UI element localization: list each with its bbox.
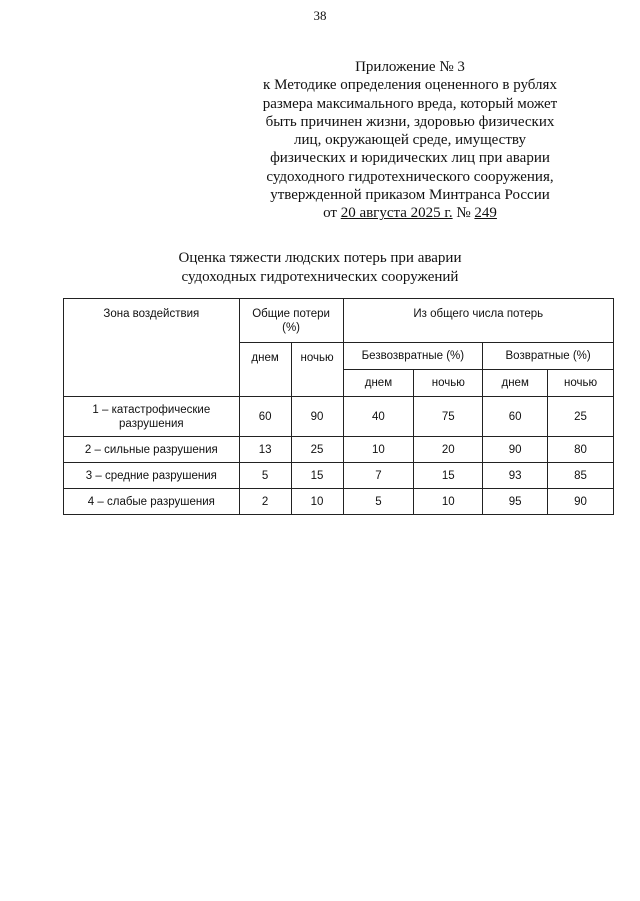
irr-night-cell: 75 [414, 397, 483, 437]
table-row [64, 397, 614, 437]
irr-night-cell: 20 [414, 437, 483, 463]
table-row [64, 489, 614, 515]
total-day-cell: 60 [239, 397, 291, 437]
appendix-line: размера максимального вреда, который может [262, 95, 558, 112]
total-day-cell: 2 [239, 489, 291, 515]
order-number: 249 [474, 205, 497, 222]
appendix-header [240, 58, 580, 223]
irr-day-cell: 5 [343, 489, 414, 515]
order-date: 20 августа 2025 г. [340, 205, 453, 222]
zone-cell: 4 – слабые разрушения [64, 489, 240, 515]
date-prefix: от [323, 205, 337, 222]
appendix-line: к Методике определения оцененного в рублях [263, 77, 557, 94]
header-total-losses: Общие потери (%) [239, 299, 343, 343]
header-irr-night: ночью [414, 370, 483, 397]
rev-night-cell: 80 [548, 437, 614, 463]
page-number: 38 [313, 8, 327, 23]
losses-table [63, 298, 614, 515]
irr-night-cell: 15 [414, 463, 483, 489]
order-date-line [240, 204, 580, 222]
table-row [64, 463, 614, 489]
irr-day-cell: 7 [343, 463, 414, 489]
header-of-total: Из общего числа потерь [343, 299, 614, 343]
header-total-day: днем [239, 343, 291, 397]
irr-day-cell: 10 [343, 437, 414, 463]
rev-day-cell: 90 [483, 437, 548, 463]
header-irr-day: днем [343, 370, 414, 397]
appendix-line: судоходного гидротехнического сооружения, [266, 168, 554, 185]
zone-cell: 1 – катастрофические разрушения [64, 397, 240, 437]
appendix-title: Приложение № 3 [355, 59, 465, 75]
rev-night-cell: 85 [548, 463, 614, 489]
rev-day-cell: 95 [483, 489, 548, 515]
appendix-line: утвержденной приказом Минтранса России [270, 187, 550, 204]
total-night-cell: 25 [291, 437, 343, 463]
rev-day-cell: 93 [483, 463, 548, 489]
total-day-cell: 13 [239, 437, 291, 463]
total-day-cell: 5 [239, 463, 291, 489]
table-title-line: Оценка тяжести людских потерь при аварии [178, 250, 462, 266]
header-reversible: Возвратные (%) [483, 343, 614, 370]
rev-day-cell: 60 [483, 397, 548, 437]
rev-night-cell: 90 [548, 489, 614, 515]
number-sign: № [456, 205, 471, 222]
table-title [0, 249, 640, 287]
zone-cell: 3 – средние разрушения [64, 463, 240, 489]
irr-day-cell: 40 [343, 397, 414, 437]
header-irreversible: Безвозвратные (%) [343, 343, 483, 370]
table-row [64, 437, 614, 463]
irr-night-cell: 10 [414, 489, 483, 515]
appendix-line: физических и юридических лиц при аварии [270, 150, 550, 167]
header-total-night: ночью [291, 343, 343, 397]
header-rev-night: ночью [548, 370, 614, 397]
appendix-line: быть причинен жизни, здоровью физических [265, 113, 555, 130]
header-rev-day: днем [483, 370, 548, 397]
header-zone: Зона воздействия [64, 299, 240, 397]
zone-cell: 2 – сильные разрушения [64, 437, 240, 463]
table-title-line: судоходных гидротехнических сооружений [181, 269, 459, 285]
total-night-cell: 10 [291, 489, 343, 515]
total-night-cell: 15 [291, 463, 343, 489]
total-night-cell: 90 [291, 397, 343, 437]
appendix-line: лиц, окружающей среде, имуществу [294, 132, 526, 149]
rev-night-cell: 25 [548, 397, 614, 437]
